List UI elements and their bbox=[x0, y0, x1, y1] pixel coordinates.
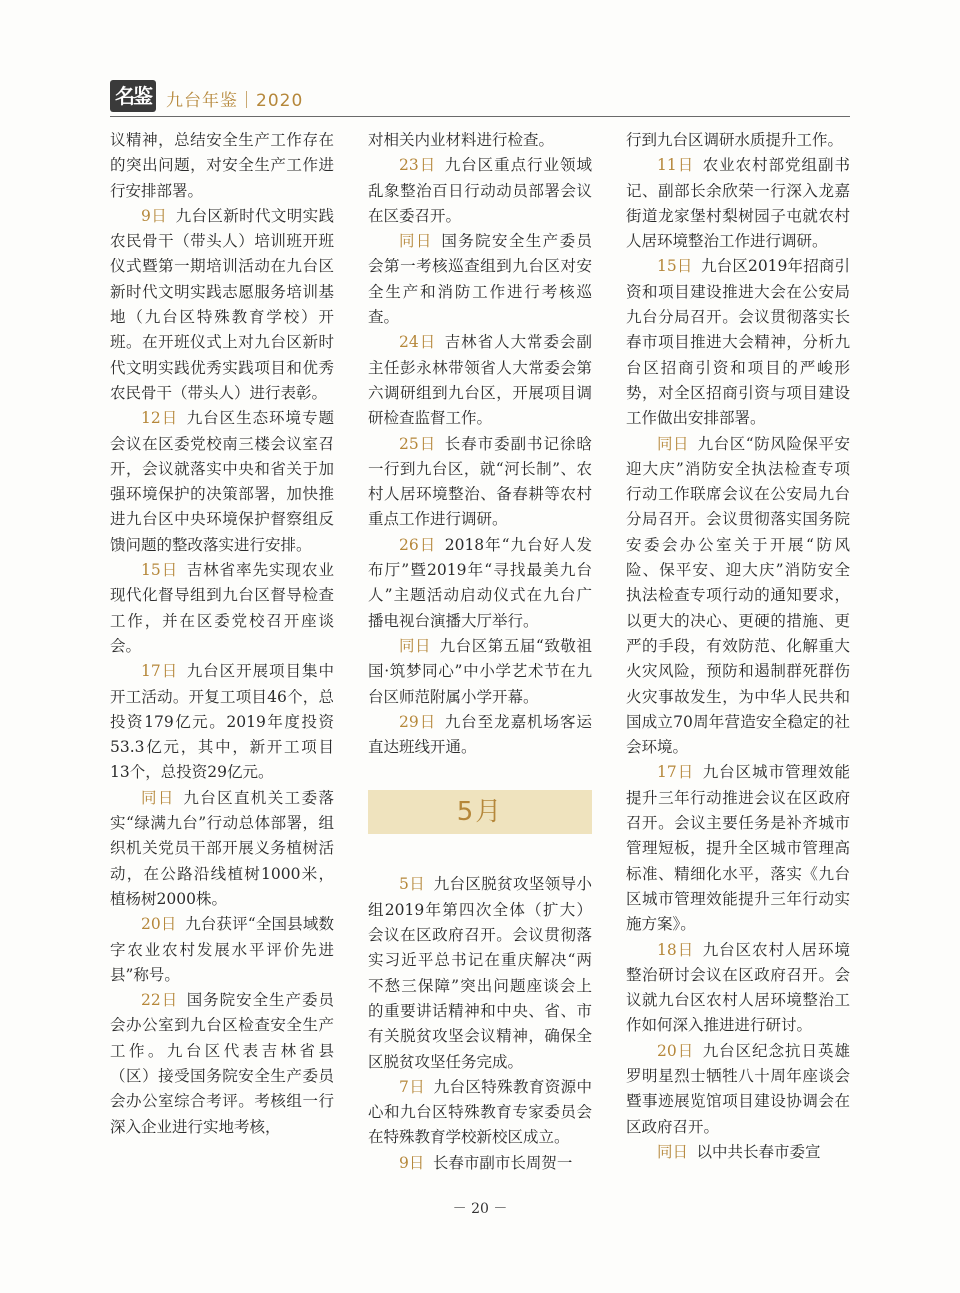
entry-text: 九台区直机关工委落实“绿满九台”行动总体部署，组织机关党员干部开展义务植树活动，在公路沿线植树1000米，植杨树2000株。 bbox=[110, 788, 334, 908]
entry-text: 以中共长春市委宣 bbox=[696, 1142, 821, 1161]
entry-date: 12日 bbox=[141, 409, 179, 428]
entry-text: 九台区城市管理效能提升三年行动推进会议在区政府召开。会议主要任务是补齐城市管理短板，提升全区城市管理高标准、精细化水平，落实《九台区城市管理效能提升三年行动实施方案》。 bbox=[626, 763, 850, 934]
entry-date: 24日 bbox=[399, 333, 437, 352]
column-2-top bbox=[368, 128, 592, 760]
chronicle-entry bbox=[626, 432, 850, 761]
entry-date: 9日 bbox=[141, 206, 168, 225]
entry-text: 九台区第五届“致敬祖国·筑梦同心”中小学艺术节在九台区师范附属小学开幕。 bbox=[368, 636, 592, 706]
chronicle-entry bbox=[626, 128, 850, 153]
chronicle-entry bbox=[368, 634, 592, 710]
chronicle-entry bbox=[626, 1039, 850, 1140]
entry-date: 9日 bbox=[399, 1153, 425, 1172]
entry-date: 18日 bbox=[657, 940, 695, 959]
entry-text: 九台区特殊教育资源中心和九台区特殊教育专家委员会在特殊教育学校新校区成立。 bbox=[368, 1077, 592, 1147]
column-3 bbox=[626, 128, 850, 1165]
entry-text: 九台区2019年招商引资和项目建设推进大会在公安局九台分局召开。会议贯彻落实长春市项目推进大会精神，分析九台区招商引资和项目的严峻形势，对全区招商引资与项目建设工作做出安排部署。 bbox=[626, 257, 850, 428]
entry-text: 九台区“防风险保平安迎大庆”消防安全执法检查专项行动工作联席会议在公安局九台分局召开。会议贯彻落实国务院安委会办公室关于开展“防风险、保平安、迎大庆”消防安全执法检查专项行动的通知要求，以更大的决心、更硬的措施、更严的手段，有效防范、化解重大火灾风险，预防和遏制群死群伤火灾事故发生，为中华人民共和国成立70周年营造安全稳定的社会环境。 bbox=[626, 434, 850, 757]
entry-date: 同日 bbox=[141, 788, 175, 807]
entry-text: 农业农村部党组副书记、副部长余欣荣一行深入龙嘉街道龙家堡村梨树园子屯就农村人居环境整治工作进行调研。 bbox=[626, 156, 850, 251]
chronicle-entry bbox=[368, 533, 592, 634]
column-2-bottom bbox=[368, 872, 592, 1176]
entry-text: 2018年“九台好人发布厅”暨2019年“寻找最美九台人”主题活动启动仪式在九台广播电视台演播大厅举行。 bbox=[368, 535, 592, 630]
entry-text: 九台至龙嘉机场客运直达班线开通。 bbox=[368, 712, 592, 757]
month-heading: 5月 bbox=[368, 790, 592, 834]
chronicle-entry bbox=[368, 153, 592, 229]
entry-date: 22日 bbox=[141, 991, 179, 1010]
entry-text: 议精神，总结安全生产工作存在的突出问题，对安全生产工作进行安排部署。 bbox=[110, 131, 334, 200]
entry-date: 同日 bbox=[657, 434, 690, 453]
entry-text: 九台区生态环境专题会议在区委党校南三楼会议室召开，会议就落实中央和省关于加强环境保护的决策部署，加快推进九台区中央环境保护督察组反馈问题的整改落实进行安排。 bbox=[110, 409, 334, 554]
chronicle-entry bbox=[110, 988, 334, 1140]
entry-date: 7日 bbox=[399, 1077, 426, 1096]
chronicle-entry bbox=[368, 1151, 592, 1176]
chronicle-entry bbox=[110, 659, 334, 785]
chronicle-entry bbox=[110, 204, 334, 406]
chronicle-entry bbox=[110, 406, 334, 558]
chronicle-entry bbox=[368, 330, 592, 431]
chronicle-entry bbox=[110, 786, 334, 912]
entry-text: 吉林省人大常委会副主任彭永林带领省人大常委会第六调研组到九台区，开展项目调研检查监督工作。 bbox=[368, 333, 592, 428]
chronicle-entry bbox=[368, 872, 592, 1074]
entry-text: 对相关内业材料进行检查。 bbox=[368, 131, 555, 149]
chronicle-entry bbox=[626, 254, 850, 431]
entry-date: 同日 bbox=[399, 636, 432, 655]
entry-text: 长春市副市长周贺一 bbox=[432, 1153, 573, 1172]
entry-text: 九台区脱贫攻坚领导小组2019年第四次全体（扩大）会议在区政府召开。会议贯彻落实习近平总书记在重庆解决“两不愁三保障”突出问题座谈会上的重要讲话精神和中央、省、市有关脱贫攻坚会议精神，确保全区脱贫攻坚任务完成。 bbox=[368, 875, 592, 1071]
chronicle-entry bbox=[368, 432, 592, 533]
column-1 bbox=[110, 128, 334, 1140]
entry-text: 九台区重点行业领域乱象整治百日行动动员部署会议在区委召开。 bbox=[368, 156, 592, 225]
page-header bbox=[110, 80, 850, 118]
entry-date: 同日 bbox=[399, 232, 433, 251]
entry-date: 11日 bbox=[657, 156, 695, 175]
chronicle-entry bbox=[110, 912, 334, 988]
chronicle-entry bbox=[626, 938, 850, 1039]
entry-text: 九台区开展项目集中开工活动。开复工项目46个，总投资179亿元。2019年度投资53.3亿元，其中，新开工项目13个，总投资29亿元。 bbox=[110, 662, 334, 782]
entry-text: 吉林省率先实现农业现代化督导组到九台区督导检查工作，并在区委党校召开座谈会。 bbox=[110, 561, 334, 655]
chronicle-entry bbox=[368, 710, 592, 761]
chronicle-entry bbox=[368, 1075, 592, 1151]
entry-text: 九台区农村人居环境整治研讨会议在区政府召开。会议就九台区农村人居环境整治工作如何深入推进进行研讨。 bbox=[626, 940, 850, 1035]
entry-text: 九台区纪念抗日英雄罗明星烈士牺牲八十周年座谈会暨事迹展览馆项目建设协调会在区政府召开。 bbox=[626, 1041, 850, 1136]
chronicle-entry bbox=[368, 229, 592, 330]
entry-date: 17日 bbox=[141, 662, 179, 681]
column-2 bbox=[368, 128, 592, 1176]
entry-text: 长春市委副书记徐晗一行到九台区，就“河长制”、农村人居环境整治、备春耕等农村重点工作进行调研。 bbox=[368, 434, 592, 529]
chronicle-entry bbox=[626, 760, 850, 937]
entry-text: 国务院安全生产委员会办公室到九台区检查安全生产工作。九台区代表吉林省县（区）接受国务院安全生产委员会办公室综合考评。考核组一行深入企业进行实地考核， bbox=[110, 991, 334, 1136]
entry-date: 23日 bbox=[399, 156, 437, 175]
entry-text: 行到九台区调研水质提升工作。 bbox=[626, 131, 844, 149]
entry-date: 5日 bbox=[399, 875, 426, 894]
chronicle-entry bbox=[368, 128, 592, 153]
entry-date: 26日 bbox=[399, 535, 437, 554]
chronicle-entry bbox=[110, 558, 334, 659]
chronicle-entry bbox=[110, 128, 334, 204]
chronicle-entry bbox=[626, 153, 850, 254]
entry-date: 15日 bbox=[657, 257, 693, 276]
book-logo: 名鉴 bbox=[110, 80, 156, 112]
entry-date: 25日 bbox=[399, 434, 437, 453]
page-number: － 20 － bbox=[452, 1201, 508, 1217]
chronicle-entry bbox=[626, 1140, 850, 1165]
header-rule bbox=[110, 116, 850, 117]
entry-text: 九台获评“全国县域数字农业农村发展水平评价先进县”称号。 bbox=[110, 915, 334, 984]
entry-date: 同日 bbox=[657, 1142, 689, 1161]
entry-date: 17日 bbox=[657, 763, 695, 782]
entry-date: 20日 bbox=[141, 915, 177, 934]
entry-text: 国务院安全生产委员会第一考核巡查组到九台区对安全生产和消防工作进行考核巡查。 bbox=[368, 232, 592, 327]
entry-date: 15日 bbox=[141, 561, 179, 580]
entry-date: 20日 bbox=[657, 1041, 695, 1060]
entry-date: 29日 bbox=[399, 712, 437, 731]
book-title: 九台年鉴｜2020 bbox=[166, 91, 304, 111]
entry-text: 九台区新时代文明实践农民骨干（带头人）培训班开班仪式暨第一期培训活动在九台区新时代文明实践志愿服务培训基地（九台区特殊教育学校）开班。在开班仪式上对九台区新时代文明实践优秀实践项目和优秀农民骨干（带头人）进行表彰。 bbox=[110, 206, 334, 402]
